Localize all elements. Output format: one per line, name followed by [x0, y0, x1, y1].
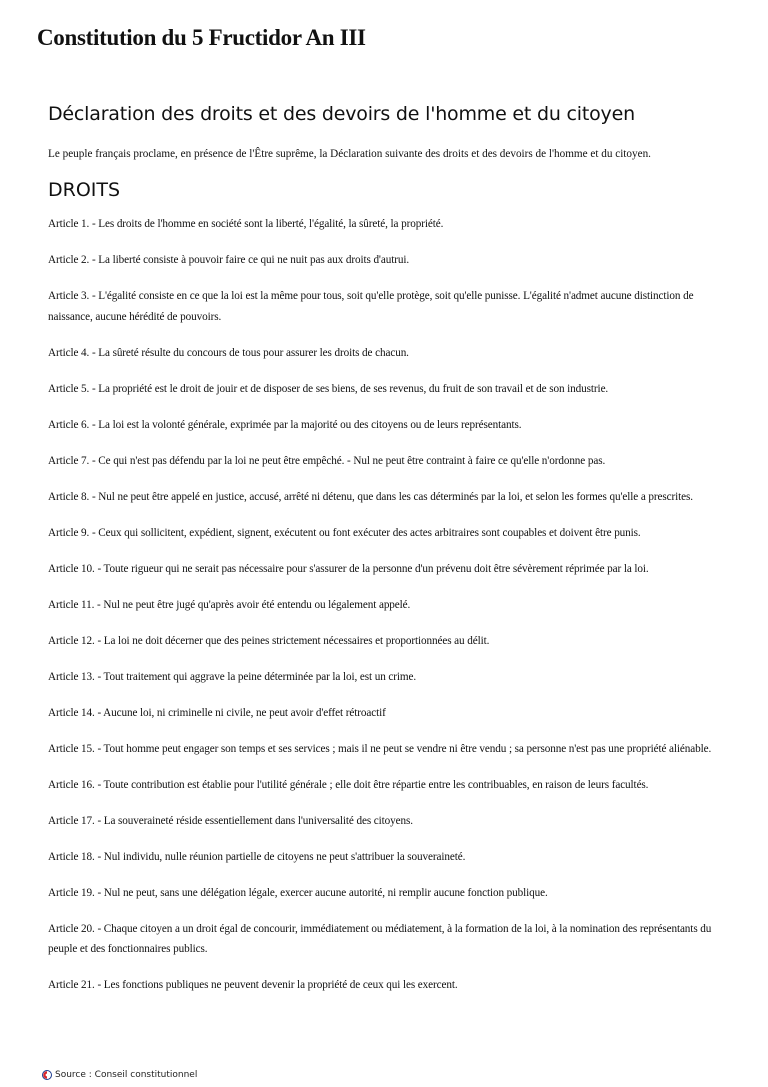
article-item: Article 1. - Les droits de l'homme en société sont la liberté, l'égalité, la sûreté, la propriété. — [48, 218, 444, 230]
article-item: Article 8. - Nul ne peut être appelé en justice, accusé, arrêté ni détenu, que dans les cas déterminés par la loi, et selon les formes qu'elle a prescrites. — [48, 490, 693, 503]
article-item: Article 11. - Nul ne peut être jugé qu'après avoir été entendu ou légalement appelé. — [48, 598, 411, 611]
article-item: Article 16. - Toute contribution est établie pour l'utilité générale ; elle doit être répartie entre les contribuables, en raison de leurs facultés. — [48, 778, 649, 791]
conseil-constitutionnel-logo-icon — [42, 1070, 52, 1080]
article-item: Article 18. - Nul individu, nulle réunion partielle de citoyens ne peut s'attribuer la souveraineté. — [48, 850, 466, 863]
article-item: Article 20. - Chaque citoyen a un droit égal de concourir, immédiatement ou médiatement, à la formation de la loi, à la nomination des représentants du peuple et des fonctionnaires publics. — [48, 922, 712, 955]
article-item: Article 10. - Toute rigueur qui ne serait pas nécessaire pour s'assurer de la personne d'un prévenu doit être sévèrement réprimée par la loi. — [48, 562, 649, 575]
articles-list — [48, 214, 728, 996]
article-item: Article 9. - Ceux qui sollicitent, expédient, signent, exécutent ou font exécuter des actes arbitraires sont coupables et doivent être punis. — [48, 526, 641, 539]
article-item: Article 13. - Tout traitement qui aggrave la peine déterminée par la loi, est un crime. — [48, 670, 417, 683]
declaration-heading: Déclaration des droits et des devoirs de l'homme et du citoyen — [48, 103, 635, 125]
article-item: Article 6. - La loi est la volonté générale, exprimée par la majorité ou des citoyens ou de leurs représentants. — [48, 418, 522, 431]
source-label: Source : Conseil constitutionnel — [55, 1070, 198, 1080]
article-item: Article 7. - Ce qui n'est pas défendu par la loi ne peut être empêché. - Nul ne peut être contraint à faire ce qu'elle n'ordonne pas. — [48, 454, 606, 467]
article-item: Article 12. - La loi ne doit décerner que des peines strictement nécessaires et proportionnées au délit. — [48, 634, 490, 647]
article-item: Article 15. - Tout homme peut engager son temps et ses services ; mais il ne peut se vendre ni être vendu ; sa personne n'est pas une propriété aliénable. — [48, 742, 712, 755]
article-item: Article 4. - La sûreté résulte du concours de tous pour assurer les droits de chacun. — [48, 346, 409, 359]
source-footer — [42, 1070, 197, 1080]
article-item: Article 2. - La liberté consiste à pouvoir faire ce qui ne nuit pas aux droits d'autrui. — [48, 254, 410, 266]
section-heading-droits: DROITS — [48, 179, 121, 201]
page-title: Constitution du 5 Fructidor An III — [37, 25, 366, 50]
document-body — [48, 100, 728, 1011]
intro-paragraph: Le peuple français proclame, en présence de l'Être suprême, la Déclaration suivante des droits et des devoirs de l'homme et du citoyen. — [48, 148, 651, 160]
article-item: Article 21. - Les fonctions publiques ne peuvent devenir la propriété de ceux qui les exercent. — [48, 979, 458, 991]
article-item: Article 19. - Nul ne peut, sans une délégation légale, exercer aucune autorité, ni remplir aucune fonction publique. — [48, 886, 548, 899]
article-item: Article 5. - La propriété est le droit de jouir et de disposer de ses biens, de ses revenus, du fruit de son travail et de son industrie. — [48, 382, 609, 395]
article-item: Article 3. - L'égalité consiste en ce que la loi est la même pour tous, soit qu'elle protège, soit qu'elle punisse. L'égalité n'admet aucune distinction de naissance, aucune hérédité de pouvoirs. — [48, 290, 694, 323]
article-item: Article 17. - La souveraineté réside essentiellement dans l'universalité des citoyens. — [48, 814, 413, 827]
article-item: Article 14. - Aucune loi, ni criminelle ni civile, ne peut avoir d'effet rétroactif — [48, 706, 386, 719]
